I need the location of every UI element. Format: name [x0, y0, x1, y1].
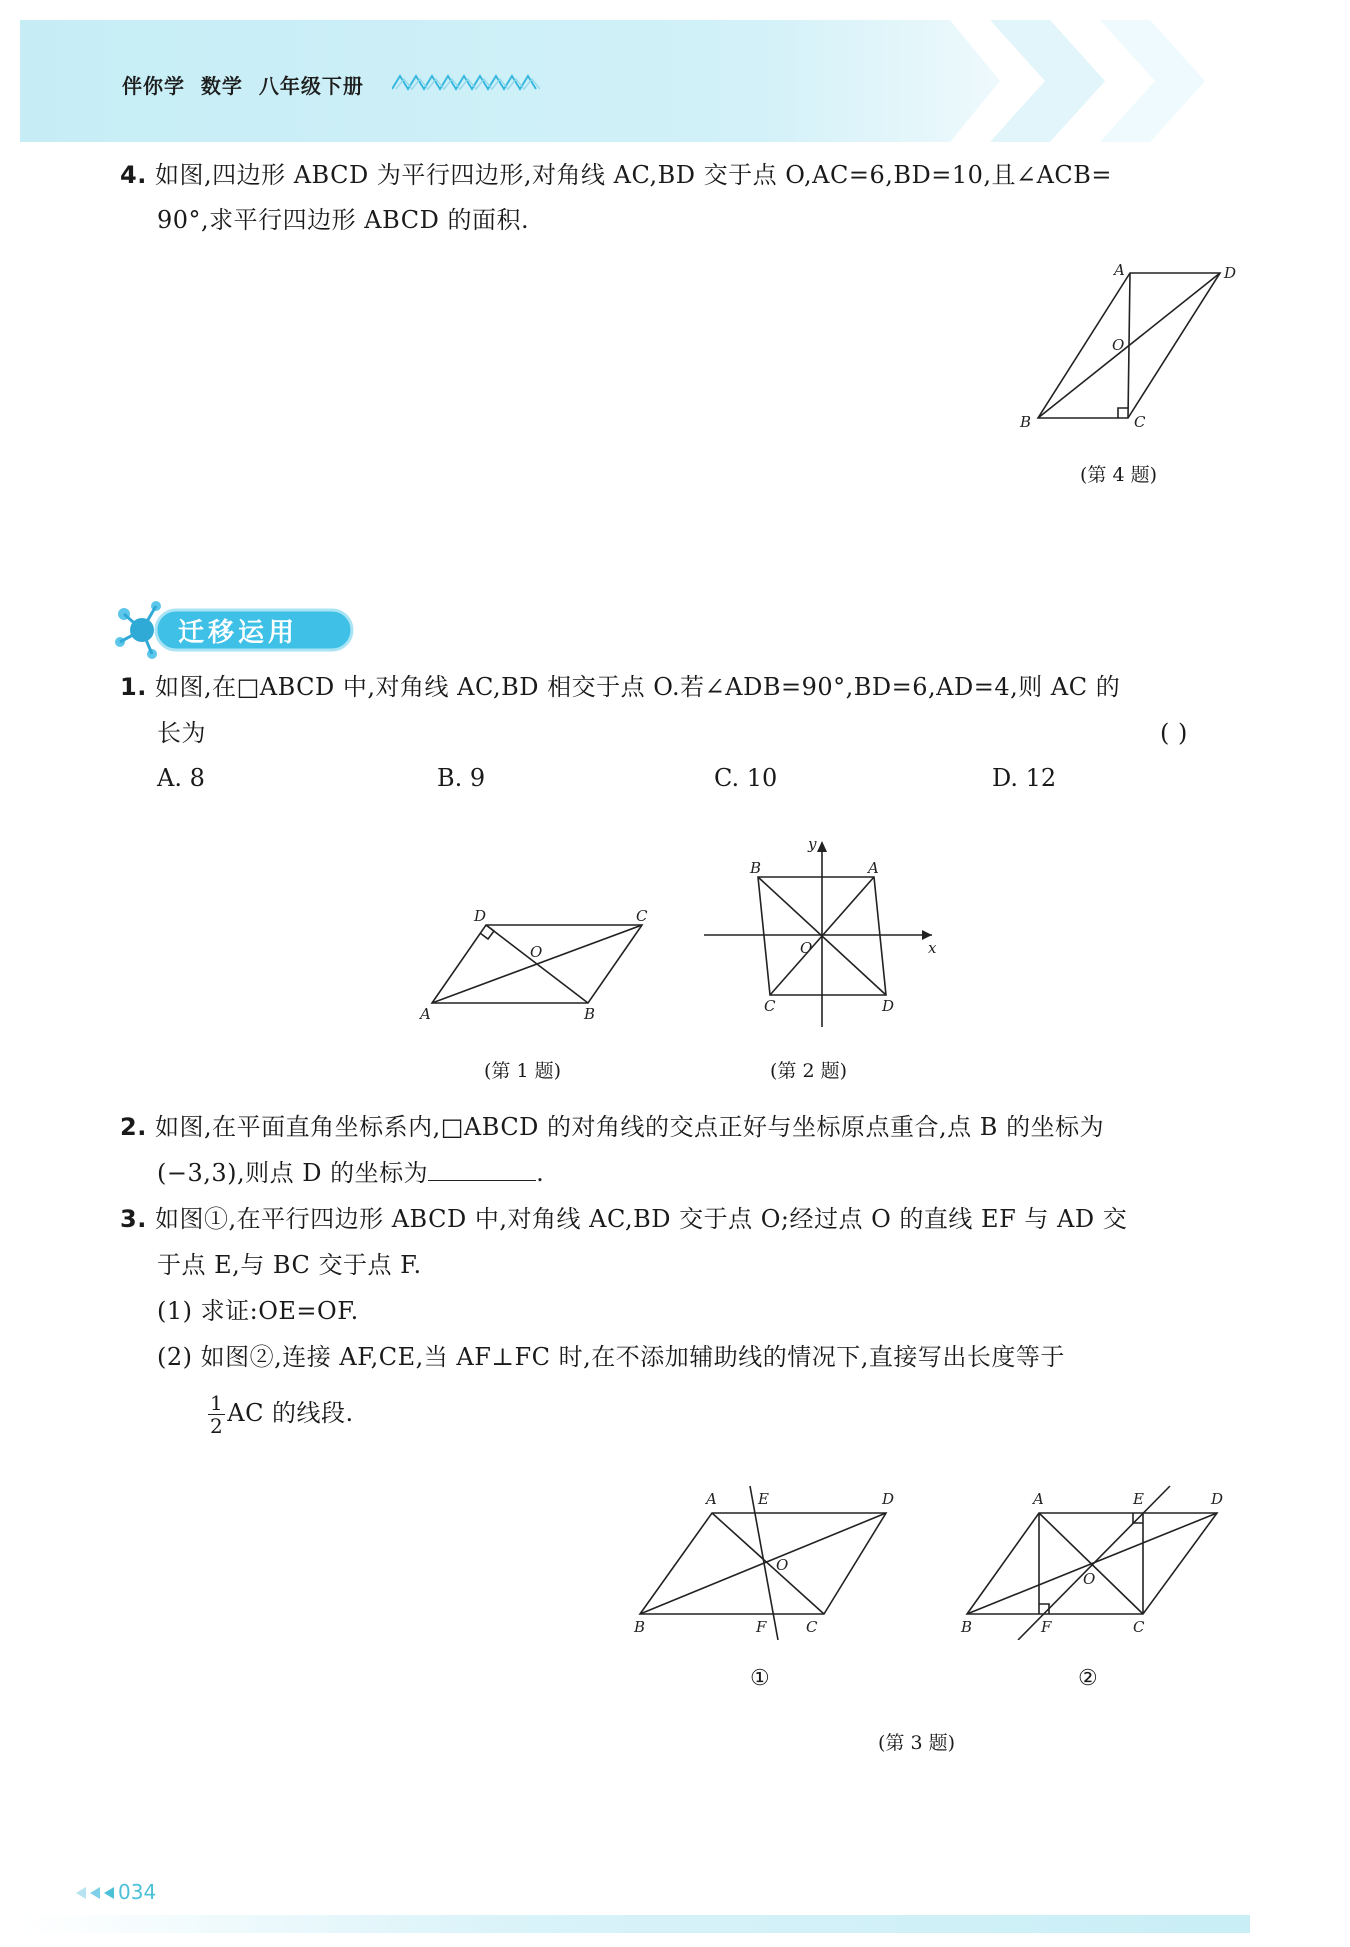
q3-figure-2 [955, 1480, 1235, 1640]
q1-option-c: C. 10 [714, 764, 778, 792]
q2-answer-blank[interactable] [428, 1158, 536, 1181]
q1-label-D: D [474, 907, 487, 925]
q3f1-label-B: B [634, 1618, 646, 1636]
q3f2-label-B: B [961, 1618, 973, 1636]
q4-label-A: A [1114, 261, 1125, 279]
q3f2-label-D: D [1211, 1490, 1224, 1508]
book-title: 伴你学 数学 八年级下册 [122, 74, 364, 98]
q1-line1: 1. 如图,在□ABCD 中,对角线 AC,BD 相交于点 O.若∠ADB=90°,BD=6,AD=4,则 AC 的 [120, 673, 1121, 701]
q1-label-B: B [584, 1005, 596, 1023]
q1-label-A: A [420, 1005, 431, 1023]
footer-band [20, 1915, 1250, 1933]
q4-label-O: O [1112, 336, 1125, 354]
q3-number: 3. [120, 1205, 147, 1233]
q4-line1: 4. 如图,四边形 ABCD 为平行四边形,对角线 AC,BD 交于点 O,AC=6,BD=10,且∠ACB= [120, 161, 1113, 189]
q3-fig1-label: ① [750, 1666, 770, 1691]
q3-fig2-label: ② [1078, 1666, 1098, 1691]
q2-label-D: D [882, 997, 895, 1015]
q3-line2: 于点 E,与 BC 交于点 F. [157, 1251, 422, 1279]
q2-label-O: O [800, 939, 813, 957]
q3-half-fraction: $\frac{1}{2}$ [210, 1391, 224, 1438]
q3-line1: 3. 如图①,在平行四边形 ABCD 中,对角线 AC,BD 交于点 O;经过点 O 的直线 EF 与 AD 交 [120, 1205, 1128, 1233]
q3-part1: (1) 求证:OE=OF. [157, 1297, 359, 1325]
q2-line2: (−3,3),则点 D 的坐标为 . [157, 1159, 545, 1187]
q2-label-y: y [808, 835, 817, 853]
q3f2-label-C: C [1133, 1618, 1145, 1636]
q1-label-C: C [636, 907, 648, 925]
q3f1-label-O: O [776, 1556, 789, 1574]
q2-label-B: B [750, 859, 762, 877]
q3-part2-end: $\frac{1}{2}$ AC 的线段. [210, 1391, 354, 1438]
section-title: 迁移运用 [178, 618, 299, 648]
q4-label-B: B [1020, 413, 1032, 431]
q3f2-label-O: O [1083, 1570, 1096, 1588]
q3f1-label-D: D [882, 1490, 895, 1508]
q1-caption: (第 1 题) [484, 1060, 561, 1082]
q2-line1: 2. 如图,在平面直角坐标系内,□ABCD 的对角线的交点正好与坐标原点重合,点 B 的坐标为 [120, 1113, 1105, 1141]
q3f2-label-E: E [1133, 1490, 1144, 1508]
q2-number: 2. [120, 1113, 147, 1141]
q2-label-x: x [928, 939, 937, 957]
q3f1-label-E: E [758, 1490, 769, 1508]
q1-number: 1. [120, 673, 147, 701]
page-number: 034 [118, 1880, 157, 1904]
q3f1-label-F: F [756, 1618, 767, 1636]
q1-label-O: O [530, 943, 543, 961]
q3f1-label-C: C [806, 1618, 818, 1636]
q3-part2: (2) 如图②,连接 AF,CE,当 AF⊥FC 时,在不添加辅助线的情况下,直接写出长度等于 [157, 1343, 1065, 1371]
q3f1-label-A: A [706, 1490, 717, 1508]
q3f2-label-A: A [1033, 1490, 1044, 1508]
q2-label-C: C [764, 997, 776, 1015]
q3f2-label-F: F [1041, 1618, 1052, 1636]
zigzag-decoration-icon [392, 73, 542, 93]
q1-option-a: A. 8 [157, 764, 205, 792]
q2-figure [700, 835, 950, 1030]
q3-figure-1 [630, 1480, 900, 1640]
q1-line2: 长为 [157, 719, 206, 747]
page-arrow-icon [76, 1886, 116, 1900]
q1-answer-bracket: ( ) [1160, 719, 1188, 747]
q1-option-d: D. 12 [992, 764, 1057, 792]
q2-label-A: A [868, 859, 879, 877]
q1-option-b: B. 9 [437, 764, 486, 792]
q1-figure [418, 905, 658, 1035]
q4-label-D: D [1224, 264, 1237, 282]
q4-caption: (第 4 题) [1080, 464, 1157, 486]
q3-caption: (第 3 题) [878, 1732, 955, 1754]
q4-label-C: C [1134, 413, 1146, 431]
q4-figure [1010, 258, 1250, 438]
q2-caption: (第 2 题) [770, 1060, 847, 1082]
q4-number: 4. [120, 161, 147, 189]
q4-line2: 90°,求平行四边形 ABCD 的面积. [157, 206, 530, 234]
